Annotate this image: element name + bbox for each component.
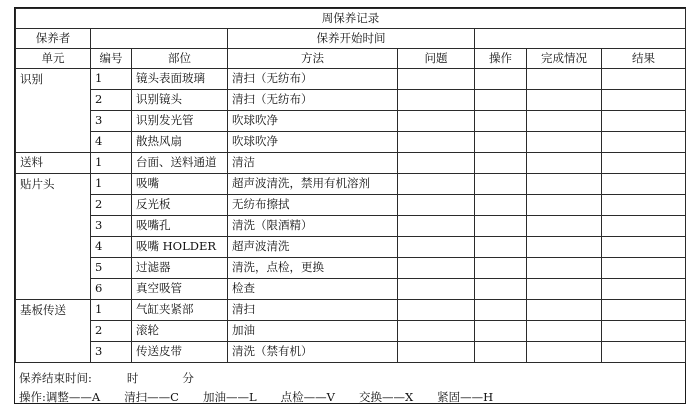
legend-label: 操作: bbox=[19, 390, 46, 404]
legend-item: 加油——L bbox=[203, 390, 257, 404]
legend-item: 点检——V bbox=[280, 390, 335, 404]
hour-label: 时 bbox=[126, 371, 139, 385]
form-title: 周保养记录 bbox=[16, 9, 686, 29]
number-cell: 1 bbox=[91, 69, 132, 90]
number-cell: 1 bbox=[91, 174, 132, 195]
unit-cell: 贴片头 bbox=[16, 174, 91, 195]
start-time-field[interactable] bbox=[475, 29, 686, 49]
result-cell[interactable] bbox=[602, 258, 686, 279]
operation-cell[interactable] bbox=[475, 342, 527, 363]
part-cell: 散热风扇 bbox=[132, 132, 228, 153]
unit-cell bbox=[16, 111, 91, 132]
part-cell: 吸嘴孔 bbox=[132, 216, 228, 237]
issue-cell[interactable] bbox=[398, 90, 475, 111]
result-cell[interactable] bbox=[602, 195, 686, 216]
part-cell: 吸嘴 bbox=[132, 174, 228, 195]
operation-cell[interactable] bbox=[475, 216, 527, 237]
result-cell[interactable] bbox=[602, 321, 686, 342]
method-cell: 无纺布擦拭 bbox=[228, 195, 398, 216]
part-cell: 真空吸管 bbox=[132, 279, 228, 300]
part-cell: 识别发光管 bbox=[132, 111, 228, 132]
result-cell[interactable] bbox=[602, 300, 686, 321]
table-row bbox=[16, 90, 686, 111]
completion-cell[interactable] bbox=[527, 321, 602, 342]
completion-cell[interactable] bbox=[527, 258, 602, 279]
end-time-row bbox=[19, 370, 194, 386]
maintenance-table bbox=[15, 8, 686, 363]
issue-cell[interactable] bbox=[398, 111, 475, 132]
unit-cell bbox=[16, 132, 91, 153]
unit-cell bbox=[16, 258, 91, 279]
result-cell[interactable] bbox=[602, 342, 686, 363]
operation-cell[interactable] bbox=[475, 132, 527, 153]
result-cell[interactable] bbox=[602, 111, 686, 132]
part-cell: 吸嘴 HOLDER bbox=[132, 237, 228, 258]
operation-cell[interactable] bbox=[475, 111, 527, 132]
result-cell[interactable] bbox=[602, 69, 686, 90]
operation-cell[interactable] bbox=[475, 279, 527, 300]
completion-cell[interactable] bbox=[527, 111, 602, 132]
unit-cell bbox=[16, 321, 91, 342]
operation-cell[interactable] bbox=[475, 300, 527, 321]
method-cell: 超声波清洗 bbox=[228, 237, 398, 258]
issue-cell[interactable] bbox=[398, 279, 475, 300]
completion-cell[interactable] bbox=[527, 90, 602, 111]
table-row bbox=[16, 132, 686, 153]
maintainer-label: 保养者 bbox=[16, 29, 91, 49]
unit-cell: 送料 bbox=[16, 153, 91, 174]
part-cell: 台面、送料通道 bbox=[132, 153, 228, 174]
method-cell: 超声波清洗，禁用有机溶剂 bbox=[228, 174, 398, 195]
issue-cell[interactable] bbox=[398, 174, 475, 195]
unit-cell bbox=[16, 195, 91, 216]
table-row bbox=[16, 111, 686, 132]
number-cell: 2 bbox=[91, 90, 132, 111]
table-row bbox=[16, 195, 686, 216]
issue-cell[interactable] bbox=[398, 258, 475, 279]
part-cell: 镜头表面玻璃 bbox=[132, 69, 228, 90]
unit-cell: 识别 bbox=[16, 69, 91, 90]
table-row bbox=[16, 300, 686, 321]
operation-cell[interactable] bbox=[475, 321, 527, 342]
end-time-label: 保养结束时间: bbox=[19, 371, 92, 385]
issue-cell[interactable] bbox=[398, 237, 475, 258]
legend-item: 交换——X bbox=[358, 390, 414, 404]
weekly-maintenance-form bbox=[14, 7, 686, 404]
unit-cell: 基板传送 bbox=[16, 300, 91, 321]
unit-cell bbox=[16, 216, 91, 237]
operation-cell[interactable] bbox=[475, 69, 527, 90]
result-cell[interactable] bbox=[602, 132, 686, 153]
completion-cell[interactable] bbox=[527, 300, 602, 321]
number-cell: 6 bbox=[91, 279, 132, 300]
table-row bbox=[16, 69, 686, 90]
issue-cell[interactable] bbox=[398, 216, 475, 237]
header-unit: 单元 bbox=[16, 49, 91, 69]
number-cell: 1 bbox=[91, 153, 132, 174]
unit-cell bbox=[16, 279, 91, 300]
header-operation: 操作 bbox=[475, 49, 527, 69]
operation-cell[interactable] bbox=[475, 258, 527, 279]
result-cell[interactable] bbox=[602, 216, 686, 237]
table-row bbox=[16, 174, 686, 195]
operation-cell[interactable] bbox=[475, 90, 527, 111]
method-cell: 清洗（限酒精） bbox=[228, 216, 398, 237]
number-cell: 3 bbox=[91, 342, 132, 363]
maintainer-field[interactable] bbox=[91, 29, 228, 49]
operation-cell[interactable] bbox=[475, 174, 527, 195]
method-cell: 吹球吹净 bbox=[228, 132, 398, 153]
issue-cell[interactable] bbox=[398, 300, 475, 321]
number-cell: 2 bbox=[91, 195, 132, 216]
header-result: 结果 bbox=[602, 49, 686, 69]
header-number: 编号 bbox=[91, 49, 132, 69]
method-cell: 清扫 bbox=[228, 300, 398, 321]
result-cell[interactable] bbox=[602, 279, 686, 300]
part-cell: 滚轮 bbox=[132, 321, 228, 342]
unit-cell bbox=[16, 342, 91, 363]
header-part: 部位 bbox=[132, 49, 228, 69]
result-cell[interactable] bbox=[602, 153, 686, 174]
method-cell: 清扫（无纺布） bbox=[228, 69, 398, 90]
result-cell[interactable] bbox=[602, 90, 686, 111]
method-cell: 清洗，点检，更换 bbox=[228, 258, 398, 279]
header-issue: 问题 bbox=[398, 49, 475, 69]
unit-cell bbox=[16, 90, 91, 111]
legend-item: 清扫——C bbox=[124, 390, 179, 404]
method-cell: 检查 bbox=[228, 279, 398, 300]
legend-item: 紧固——H bbox=[437, 390, 494, 404]
number-cell: 3 bbox=[91, 111, 132, 132]
result-cell[interactable] bbox=[602, 237, 686, 258]
completion-cell[interactable] bbox=[527, 342, 602, 363]
completion-cell[interactable] bbox=[527, 216, 602, 237]
operation-cell[interactable] bbox=[475, 195, 527, 216]
table-row bbox=[16, 342, 686, 363]
number-cell: 2 bbox=[91, 321, 132, 342]
issue-cell[interactable] bbox=[398, 132, 475, 153]
legend-item: 调整——A bbox=[45, 390, 101, 404]
table-row bbox=[16, 279, 686, 300]
start-time-label: 保养开始时间 bbox=[228, 29, 475, 49]
table-row bbox=[16, 258, 686, 279]
part-cell: 过滤器 bbox=[132, 258, 228, 279]
operation-cell[interactable] bbox=[475, 237, 527, 258]
minute-label: 分 bbox=[182, 371, 194, 385]
completion-cell[interactable] bbox=[527, 153, 602, 174]
method-cell: 清扫（无纺布） bbox=[228, 90, 398, 111]
number-cell: 4 bbox=[91, 237, 132, 258]
header-method: 方法 bbox=[228, 49, 398, 69]
issue-cell[interactable] bbox=[398, 342, 475, 363]
part-cell: 反光板 bbox=[132, 195, 228, 216]
method-cell: 清洁 bbox=[228, 153, 398, 174]
part-cell: 传送皮带 bbox=[132, 342, 228, 363]
result-cell[interactable] bbox=[602, 174, 686, 195]
number-cell: 3 bbox=[91, 216, 132, 237]
part-cell: 气缸夹紧部 bbox=[132, 300, 228, 321]
method-cell: 吹球吹净 bbox=[228, 111, 398, 132]
completion-cell[interactable] bbox=[527, 174, 602, 195]
number-cell: 4 bbox=[91, 132, 132, 153]
method-cell: 加油 bbox=[228, 321, 398, 342]
completion-cell[interactable] bbox=[527, 132, 602, 153]
unit-cell bbox=[16, 237, 91, 258]
part-cell: 识别镜头 bbox=[132, 90, 228, 111]
operation-code-legend bbox=[19, 389, 493, 405]
table-row bbox=[16, 321, 686, 342]
header-completion: 完成情况 bbox=[527, 49, 602, 69]
issue-cell[interactable] bbox=[398, 153, 475, 174]
operation-cell[interactable] bbox=[475, 153, 527, 174]
number-cell: 5 bbox=[91, 258, 132, 279]
completion-cell[interactable] bbox=[527, 237, 602, 258]
method-cell: 清洗（禁有机） bbox=[228, 342, 398, 363]
completion-cell[interactable] bbox=[527, 279, 602, 300]
number-cell: 1 bbox=[91, 300, 132, 321]
issue-cell[interactable] bbox=[398, 195, 475, 216]
issue-cell[interactable] bbox=[398, 321, 475, 342]
table-row bbox=[16, 237, 686, 258]
table-row bbox=[16, 153, 686, 174]
completion-cell[interactable] bbox=[527, 69, 602, 90]
completion-cell[interactable] bbox=[527, 195, 602, 216]
issue-cell[interactable] bbox=[398, 69, 475, 90]
table-row bbox=[16, 216, 686, 237]
